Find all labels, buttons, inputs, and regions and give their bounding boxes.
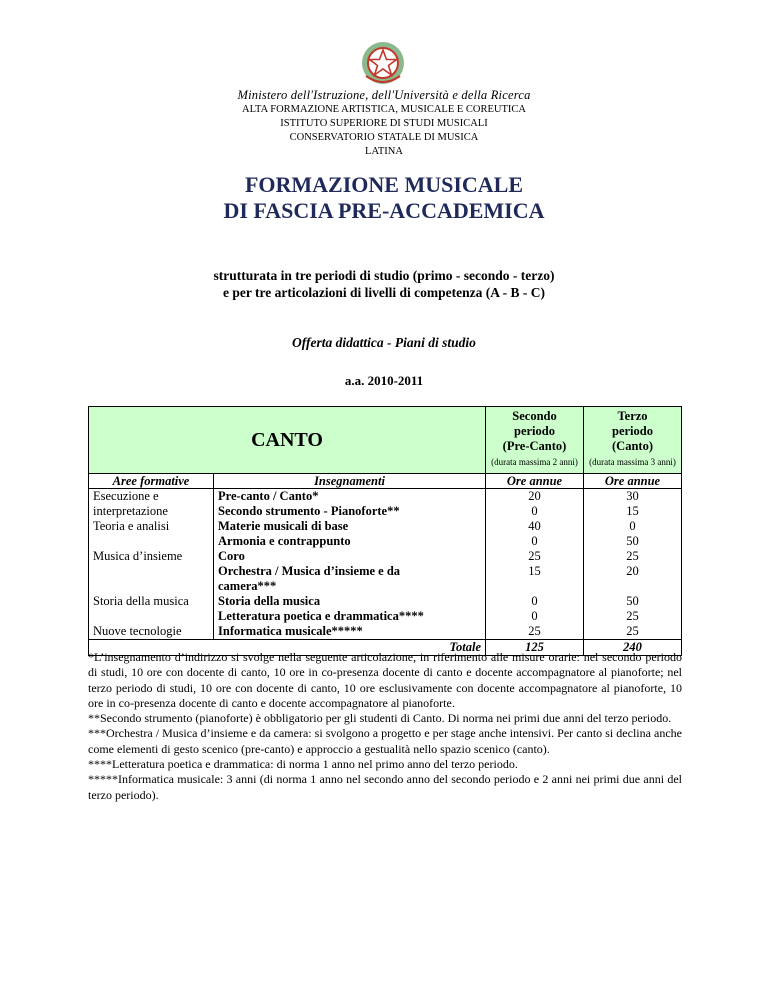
period-name: Secondo — [512, 409, 557, 423]
period-duration: (durata massima 2 anni) — [491, 457, 578, 467]
area-item: Nuove tecnologie — [93, 624, 182, 638]
period-name: periodo — [514, 424, 555, 438]
course-item: Informatica musicale***** — [218, 624, 363, 638]
institution-line-1: ALTA FORMAZIONE ARTISTICA, MUSICALE E COREUTICA — [242, 104, 526, 115]
course-item: Coro — [218, 549, 245, 563]
courses-cell — [214, 489, 486, 640]
period-name: (Canto) — [612, 439, 653, 453]
course-item: Pre-canto / Canto* — [218, 489, 319, 503]
hours-value: 30 — [626, 489, 639, 503]
area-item: Esecuzione e — [93, 489, 159, 503]
study-plan-table — [88, 406, 682, 656]
subtitle-line-1: strutturata in tre periodi di studio (primo - secondo - terzo) — [213, 268, 555, 283]
total-secondo: 125 — [486, 640, 584, 656]
hours-secondo-cell — [486, 489, 584, 640]
subtitle — [0, 267, 768, 301]
institution-line-3: CONSERVATORIO STATALE DI MUSICA — [289, 132, 479, 143]
column-header-courses: Insegnamenti — [214, 474, 486, 489]
hours-value: 20 — [626, 564, 639, 578]
hours-value: 0 — [629, 519, 636, 533]
footnote-4: ****Letteratura poetica e drammatica: di norma 1 anno nel primo anno del terzo periodo. — [88, 757, 518, 772]
hours-value: 40 — [528, 519, 541, 533]
total-label: Totale — [89, 640, 486, 656]
footnote-1: *L’insegnamento d’indirizzo si svolge nella seguente articolazione, in riferimento alle misure orarie: nel secondo periodo di studi, 10 ore con docente di canto, 10 ore in co-presenza docente di canto e docente accompagnatore al pianoforte; nel terzo periodo di studi, 10 ore con docente di canto, 10 ore esclusivamente con docente accompagnatore al pianoforte, 10 ore in co-presenza docente di canto e docente accompagnatore al pianoforte. — [88, 650, 682, 710]
subtitle-line-2: e per tre articolazioni di livelli di competenza (A - B - C) — [223, 285, 545, 300]
hours-value: 25 — [626, 609, 639, 623]
column-header-hours-secondo: Ore annue — [486, 474, 584, 489]
institution-line-2: ISTITUTO SUPERIORE DI STUDI MUSICALI — [280, 118, 488, 129]
course-item: Orchestra / Musica d’insieme e da — [218, 564, 401, 578]
footnote-5: *****Informatica musicale: 3 anni (di norma 1 anno nel secondo anno del secondo periodo e 2 anni nei primi due anni del terzo periodo). — [88, 772, 682, 802]
hours-value: 15 — [528, 564, 541, 578]
hours-value: 25 — [528, 549, 541, 563]
footnote-3: ***Orchestra / Musica d’insieme e da camera: si svolgono a progetto e per stage anche intensivi. Per canto si declina anche come elementi di gesto scenico (pre-canto) e approccio a gestualità nello spazio scenico (canto). — [88, 726, 682, 756]
hours-value: 15 — [626, 504, 639, 518]
hours-value: 25 — [528, 624, 541, 638]
hours-value: 0 — [531, 504, 538, 518]
title-line-2: DI FASCIA PRE-ACCADEMICA — [223, 198, 545, 223]
area-item: Storia della musica — [93, 594, 189, 608]
course-item: Secondo strumento - Pianoforte** — [218, 504, 400, 518]
course-item: camera*** — [218, 579, 277, 593]
areas-cell — [89, 489, 214, 640]
course-item: Materie musicali di base — [218, 519, 349, 533]
institution-line-4: LATINA — [365, 146, 403, 157]
hours-value: 0 — [531, 609, 538, 623]
hours-value: 25 — [626, 549, 639, 563]
section-title: CANTO — [89, 407, 486, 474]
footnote-2: **Secondo strumento (pianoforte) è obbligatorio per gli studenti di Canto. Di norma nei primi due anni del terzo periodo. — [88, 711, 672, 726]
offer-heading: Offerta didattica - Piani di studio — [292, 335, 476, 350]
hours-value: 25 — [626, 624, 639, 638]
period-name: (Pre-Canto) — [502, 439, 567, 453]
hours-value: 50 — [626, 534, 639, 548]
hours-value: 0 — [531, 534, 538, 548]
period-header-terzo — [584, 407, 682, 474]
hours-value: 20 — [528, 489, 541, 503]
hours-value: 0 — [531, 594, 538, 608]
academic-year: a.a. 2010-2011 — [344, 373, 424, 388]
period-header-secondo — [486, 407, 584, 474]
total-terzo: 240 — [584, 640, 682, 656]
ministry-name: Ministero dell'Istruzione, dell'Università e della Ricerca — [237, 88, 531, 102]
period-name: Terzo — [617, 409, 648, 423]
period-name: periodo — [612, 424, 653, 438]
area-item: Musica d’insieme — [93, 549, 183, 563]
period-duration: (durata massima 3 anni) — [589, 457, 676, 467]
footnotes — [88, 650, 682, 803]
hours-value: 50 — [626, 594, 639, 608]
course-item: Letteratura poetica e drammatica**** — [218, 609, 424, 623]
title-line-1: FORMAZIONE MUSICALE — [244, 172, 524, 197]
column-header-areas: Aree formative — [89, 474, 214, 489]
area-item: interpretazione — [93, 504, 168, 518]
hours-terzo-cell — [584, 489, 682, 640]
course-item: Armonia e contrappunto — [218, 534, 351, 548]
course-item: Storia della musica — [218, 594, 321, 608]
area-item: Teoria e analisi — [93, 519, 170, 533]
column-header-hours-terzo: Ore annue — [584, 474, 682, 489]
italian-republic-emblem-icon — [360, 40, 406, 86]
page-title — [0, 172, 768, 224]
